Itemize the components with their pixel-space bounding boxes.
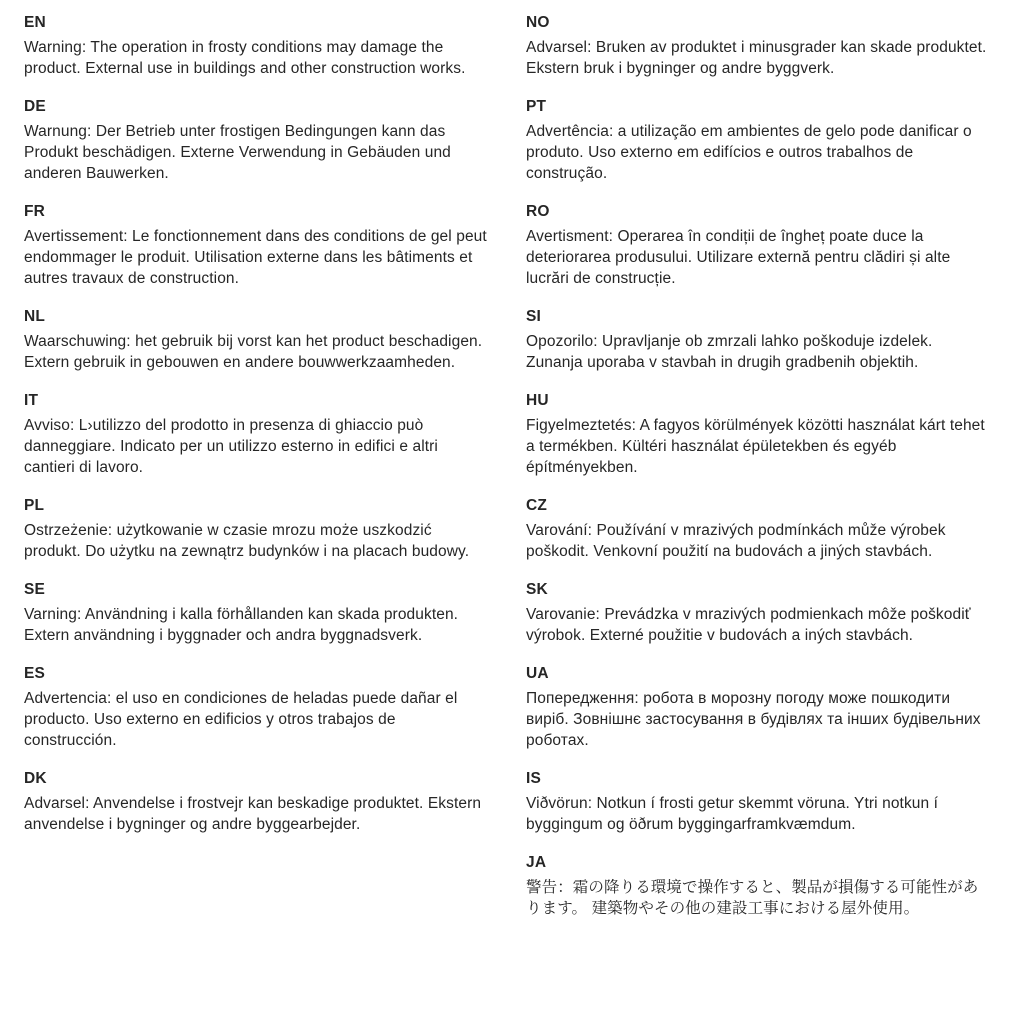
warning-text: Varování: Používání v mrazivých podmínkách může výrobek poškodit. Venkovní použití na budovách a jiných stavbách. [526, 522, 946, 560]
language-code: RO [526, 203, 550, 220]
warning-text: Advarsel: Anvendelse i frostvejr kan beskadige produktet. Ekstern anvendelse i bygninger og andre byggearbejder. [24, 795, 482, 833]
language-section [526, 96, 992, 184]
language-code: IT [24, 392, 39, 409]
language-code: EN [24, 14, 46, 31]
language-code: JA [526, 854, 547, 871]
language-code: SE [24, 581, 46, 598]
language-code: PT [526, 98, 547, 115]
language-section [526, 306, 992, 373]
language-code: ES [24, 665, 46, 682]
warning-text: Avertisment: Operarea în condiții de îngheț poate duce la deteriorarea produsului. Utilizare externă pentru clădiri și alte lucrări de construcție. [526, 228, 951, 287]
warning-text: Varovanie: Prevádzka v mrazivých podmienkach môže poškodiť výrobok. Externé použitie v budovách a iných stavbách. [526, 606, 971, 644]
warning-text: Попередження: робота в морозну погоду може пошкодити виріб. Зовнішнє застосування в будівлях та інших будівельних роботах. [526, 690, 981, 749]
language-code: NL [24, 308, 46, 325]
language-code: NO [526, 14, 550, 31]
warning-text: Viðvörun: Notkun í frosti getur skemmt vöruna. Ytri notkun í byggingum og öðrum byggingarframkvæmdum. [526, 795, 939, 833]
warning-text: 警告：霜の降りる環境で操作すると、製品が損傷する可能性があります。 建築物やその他の建設工事における屋外使用。 [526, 879, 979, 917]
language-code: SK [526, 581, 548, 598]
language-section [24, 96, 490, 184]
language-section [24, 12, 490, 79]
language-section [24, 306, 490, 373]
warning-text: Avviso: L›utilizzo del prodotto in presenza di ghiaccio può danneggiare. Indicato per un utilizzo esterno in edifici e altri cantieri di lavoro. [24, 417, 438, 476]
language-section [24, 768, 490, 835]
warning-text: Opozorilo: Upravljanje ob zmrzali lahko poškoduje izdelek. Zunanja uporaba v stavbah in drugih gradbenih objektih. [526, 333, 933, 371]
language-section [24, 390, 490, 478]
warning-text: Figyelmeztetés: A fagyos körülmények közötti használat kárt tehet a termékben. Kültéri használat épületekben és egyéb építményekben. [526, 417, 985, 476]
language-code: IS [526, 770, 542, 787]
language-code: SI [526, 308, 542, 325]
warning-text: Warnung: Der Betrieb unter frostigen Bedingungen kann das Produkt beschädigen. Externe Verwendung in Gebäuden und anderen Bauwerken. [24, 123, 451, 182]
language-section [526, 579, 992, 646]
language-code: UA [526, 665, 549, 682]
language-section [526, 852, 992, 919]
warning-text: Varning: Användning i kalla förhållanden kan skada produkten. Extern användning i byggnader och andra byggnadsverk. [24, 606, 459, 644]
language-code: DE [24, 98, 46, 115]
language-section [526, 768, 992, 835]
language-section [526, 495, 992, 562]
warning-text: Advertencia: el uso en condiciones de heladas puede dañar el producto. Uso externo en edificios y otros trabajos de construcción. [24, 690, 458, 749]
warning-text: Advertência: a utilização em ambientes de gelo pode danificar o produto. Uso externo em edifícios e outros trabalhos de construção. [526, 123, 972, 182]
language-section [526, 390, 992, 478]
language-code: CZ [526, 497, 548, 514]
warning-text: Waarschuwing: het gebruik bij vorst kan het product beschadigen. Extern gebruik in gebouwen en andere bouwwerkzaamheden. [24, 333, 483, 371]
warning-text: Warning: The operation in frosty conditions may damage the product. External use in buildings and other construction works. [24, 39, 466, 77]
language-section [24, 663, 490, 751]
language-section [24, 201, 490, 289]
language-section [526, 12, 992, 79]
language-code: HU [526, 392, 549, 409]
language-code: PL [24, 497, 45, 514]
warning-text: Ostrzeżenie: użytkowanie w czasie mrozu może uszkodzić produkt. Do użytku na zewnątrz budynków i na placach budowy. [24, 522, 470, 560]
language-section [526, 201, 992, 289]
language-code: FR [24, 203, 46, 220]
right-column [526, 12, 992, 1024]
language-section [526, 663, 992, 751]
language-code: DK [24, 770, 47, 787]
warning-text: Advarsel: Bruken av produktet i minusgrader kan skade produktet. Ekstern bruk i bygninger og andre byggverk. [526, 39, 987, 77]
language-section [24, 579, 490, 646]
warning-text: Avertissement: Le fonctionnement dans des conditions de gel peut endommager le produit. Utilisation externe dans les bâtiments et autres travaux de construction. [24, 228, 487, 287]
left-column [24, 12, 490, 1024]
language-section [24, 495, 490, 562]
